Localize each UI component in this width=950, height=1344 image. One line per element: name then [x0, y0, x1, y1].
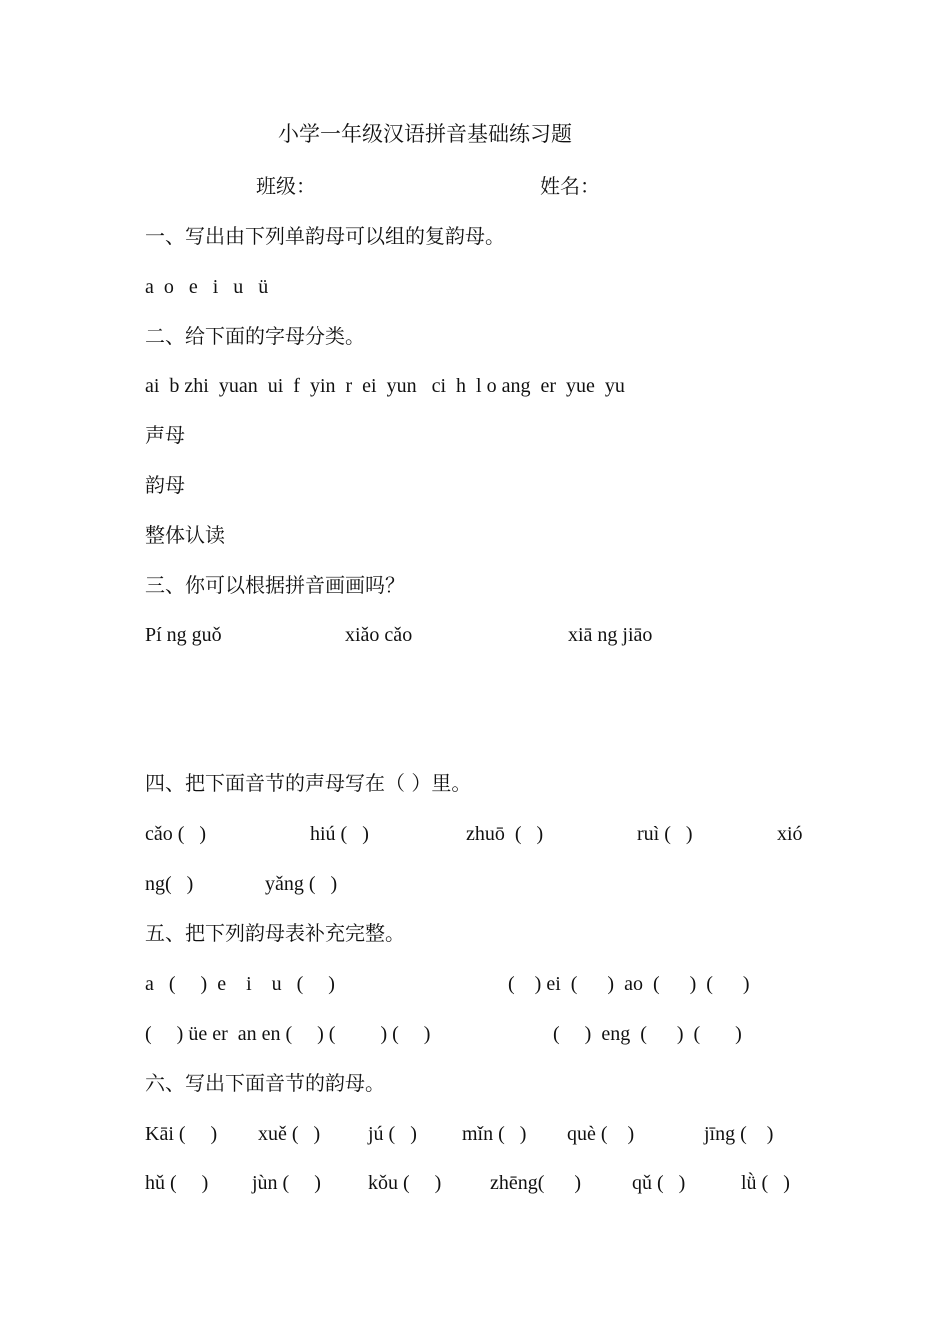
syllable-item: què ( ): [567, 1123, 635, 1145]
class-label: 班级：: [256, 174, 316, 198]
syllable-item: ng( ): [145, 873, 194, 895]
syllable-item: Kāi ( ): [145, 1123, 218, 1145]
syllable-item: jùn ( ): [252, 1172, 321, 1194]
pinyin-word-apple: Pí ng guǒ: [145, 624, 222, 646]
syllable-item: hǔ ( ): [145, 1172, 209, 1194]
finals-row: ( ) ei ( ) ao ( ) ( ): [508, 973, 750, 995]
syllable-item: zhuō ( ): [466, 823, 544, 845]
page-title: 小学一年级汉语拼音基础练习题: [278, 122, 572, 146]
pinyin-word-banana: xiā ng jiāo: [568, 624, 653, 646]
syllable-item: jú ( ): [368, 1123, 417, 1145]
name-label: 姓名：: [540, 174, 600, 198]
syllable-item: xió: [777, 823, 803, 845]
category-initials: 声母: [145, 423, 185, 447]
syllable-item: yǎng ( ): [265, 873, 338, 895]
syllable-item: qǔ ( ): [632, 1172, 686, 1194]
syllable-item: ruì ( ): [637, 823, 693, 845]
section6-heading: 六、写出下面音节的韵母。: [145, 1071, 385, 1095]
syllable-item: mǐn ( ): [462, 1123, 527, 1145]
finals-row: ( ) eng ( ) ( ): [553, 1023, 742, 1045]
syllable-item: zhēng( ): [490, 1172, 582, 1194]
syllable-item: lǜ ( ): [741, 1172, 790, 1194]
category-finals: 韵母: [145, 473, 185, 497]
syllable-item: kǒu ( ): [368, 1172, 442, 1194]
section2-heading: 二、给下面的字母分类。: [145, 324, 365, 348]
section5-heading: 五、把下列韵母表补充完整。: [145, 921, 405, 945]
category-whole-syllables: 整体认读: [145, 523, 225, 547]
syllable-item: jīng ( ): [704, 1123, 774, 1145]
finals-row: a ( ) e i u ( ): [145, 973, 335, 995]
section1-heading: 一、写出由下列单韵母可以组的复韵母。: [145, 224, 505, 248]
section2-items: ai b zhi yuan ui f yin r ei yun ci h l o ang er yue yu: [145, 375, 625, 397]
section4-heading: 四、把下面音节的声母写在（ ）里。: [145, 771, 472, 795]
syllable-item: cǎo ( ): [145, 823, 207, 845]
syllable-item: xuě ( ): [258, 1123, 321, 1145]
pinyin-word-grass: xiǎo cǎo: [345, 624, 413, 646]
finals-row: ( ) üe er an en ( ) ( ) ( ): [145, 1023, 431, 1045]
syllable-item: hiú ( ): [310, 823, 369, 845]
section1-letters: a o e i u ü: [145, 276, 269, 298]
section3-heading: 三、你可以根据拼音画画吗？: [145, 573, 405, 597]
